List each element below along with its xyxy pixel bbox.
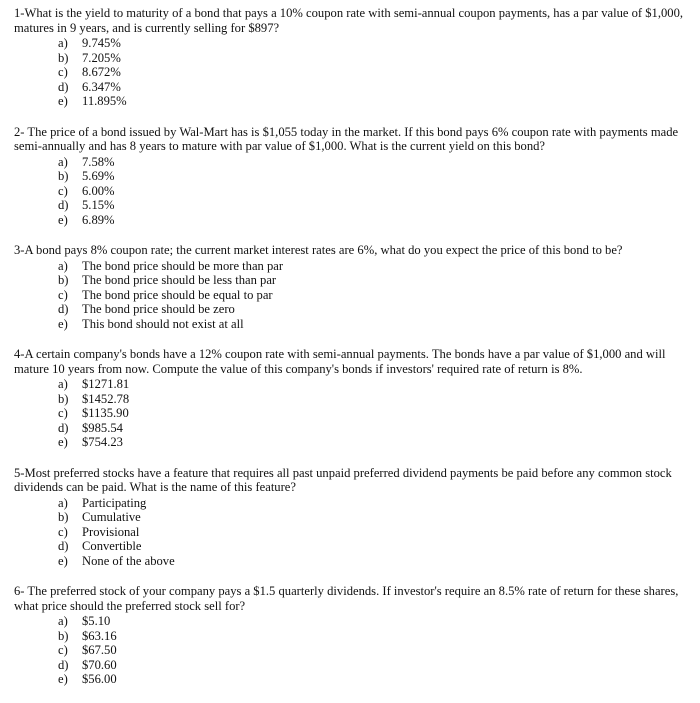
options-list — [14, 496, 690, 569]
option-letter: d) — [58, 657, 69, 672]
option-d — [14, 198, 690, 213]
option-letter: a) — [58, 614, 68, 628]
question-sheet — [14, 6, 690, 703]
option-text: $754.23 — [82, 435, 123, 449]
option-b — [14, 273, 690, 288]
question-text: 6- The preferred stock of your company pays a $1.5 quarterly dividends. If investor's require an 8.5% rate of return for these shares, what price should the preferred stock sell for? — [14, 584, 679, 613]
option-letter: c) — [58, 183, 68, 198]
option-letter: b) — [58, 510, 69, 524]
option-letter: c) — [58, 65, 68, 79]
option-b — [14, 392, 690, 407]
option-text: Convertible — [82, 539, 142, 553]
option-text: 5.69% — [82, 169, 115, 183]
question-5 — [14, 466, 690, 569]
options-list — [14, 377, 690, 450]
option-text: 11.895% — [82, 94, 127, 108]
option-letter: d) — [58, 420, 69, 435]
option-text: $1452.78 — [82, 391, 130, 406]
option-e — [14, 317, 690, 332]
option-letter: d) — [58, 539, 69, 553]
option-text: Participating — [82, 495, 147, 510]
option-text: Cumulative — [82, 510, 141, 524]
option-letter: c) — [58, 287, 68, 302]
option-letter: a) — [58, 377, 68, 391]
option-text: This bond should not exist at all — [82, 316, 244, 331]
option-letter: a) — [58, 495, 68, 510]
option-letter: d) — [58, 198, 69, 212]
option-a — [14, 614, 690, 629]
option-letter: a) — [58, 36, 68, 50]
option-letter: a) — [58, 258, 68, 273]
option-text: $1135.90 — [82, 406, 129, 420]
option-d — [14, 80, 690, 95]
option-b — [14, 629, 690, 644]
question-1 — [14, 6, 690, 109]
option-e — [14, 94, 690, 109]
option-text: $56.00 — [82, 672, 117, 686]
option-text: $63.16 — [82, 628, 117, 643]
option-d — [14, 658, 690, 673]
option-b — [14, 510, 690, 525]
option-letter: c) — [58, 524, 68, 539]
options-list — [14, 259, 690, 332]
option-c — [14, 406, 690, 421]
option-a — [14, 377, 690, 392]
option-text: 6.347% — [82, 79, 121, 94]
option-text: The bond price should be less than par — [82, 273, 277, 287]
option-a — [14, 155, 690, 170]
option-e — [14, 672, 690, 687]
option-letter: b) — [58, 169, 69, 183]
option-text: 8.672% — [82, 65, 121, 79]
option-c — [14, 525, 690, 540]
options-list — [14, 614, 690, 687]
option-letter: b) — [58, 391, 69, 406]
option-text: 9.745% — [82, 36, 121, 50]
option-a — [14, 259, 690, 274]
question-text: 2- The price of a bond issued by Wal-Mart has is $1,055 today in the market. If this bond pays 6% coupon rate with payments made semi-annually and has 8 years to mature with par value of $1,000. What is the current yield on this bond? — [14, 124, 679, 153]
option-text: None of the above — [82, 553, 175, 568]
option-text: Provisional — [82, 524, 140, 539]
option-letter: b) — [58, 50, 69, 65]
option-letter: d) — [58, 79, 69, 94]
option-b — [14, 169, 690, 184]
question-4 — [14, 347, 690, 450]
option-a — [14, 496, 690, 511]
option-d — [14, 421, 690, 436]
option-text: 7.205% — [82, 50, 121, 65]
question-text: 4-A certain company's bonds have a 12% coupon rate with semi-annual payments. The bonds have a par value of $1,000 and will mature 10 years from now. Compute the value of this company's bonds if investors' required rate of return is 8%. — [14, 347, 666, 376]
option-c — [14, 288, 690, 303]
option-text: 6.89% — [82, 212, 115, 227]
option-letter: e) — [58, 316, 68, 331]
question-text: 3-A bond pays 8% coupon rate; the current market interest rates are 6%, what do you expect the price of this bond to be? — [14, 243, 623, 257]
option-text: The bond price should be equal to par — [82, 287, 273, 302]
option-e — [14, 435, 690, 450]
option-b — [14, 51, 690, 66]
option-letter: c) — [58, 643, 68, 657]
option-letter: b) — [58, 273, 69, 287]
option-d — [14, 539, 690, 554]
option-letter: a) — [58, 154, 68, 169]
option-text: 5.15% — [82, 198, 115, 212]
question-text: 5-Most preferred stocks have a feature that requires all past unpaid preferred dividend payments be paid before any common stock dividends can be paid. What is the name of this feature? — [14, 465, 672, 494]
option-text: $70.60 — [82, 657, 117, 672]
option-e — [14, 213, 690, 228]
question-2 — [14, 125, 690, 228]
option-text: The bond price should be zero — [82, 302, 235, 316]
question-6 — [14, 584, 690, 687]
option-text: 7.58% — [82, 154, 115, 169]
option-letter: e) — [58, 553, 68, 568]
option-letter: e) — [58, 435, 68, 449]
option-text: $1271.81 — [82, 377, 130, 391]
option-text: 6.00% — [82, 183, 115, 198]
question-text: 1-What is the yield to maturity of a bond that pays a 10% coupon rate with semi-annual coupon payments, has a par value of $1,000, matures in 9 years, and is currently selling for $897? — [14, 6, 684, 35]
option-text: $5.10 — [82, 614, 111, 628]
options-list — [14, 36, 690, 109]
option-c — [14, 65, 690, 80]
option-e — [14, 554, 690, 569]
option-d — [14, 302, 690, 317]
option-a — [14, 36, 690, 51]
option-letter: c) — [58, 406, 68, 420]
option-c — [14, 184, 690, 199]
option-letter: d) — [58, 302, 69, 316]
option-text: $67.50 — [82, 643, 117, 657]
options-list — [14, 155, 690, 228]
option-letter: e) — [58, 94, 68, 108]
question-3 — [14, 243, 690, 331]
option-text: $985.54 — [82, 420, 123, 435]
option-c — [14, 643, 690, 658]
option-letter: e) — [58, 672, 68, 686]
option-text: The bond price should be more than par — [82, 258, 284, 273]
option-letter: b) — [58, 628, 69, 643]
option-letter: e) — [58, 212, 68, 227]
